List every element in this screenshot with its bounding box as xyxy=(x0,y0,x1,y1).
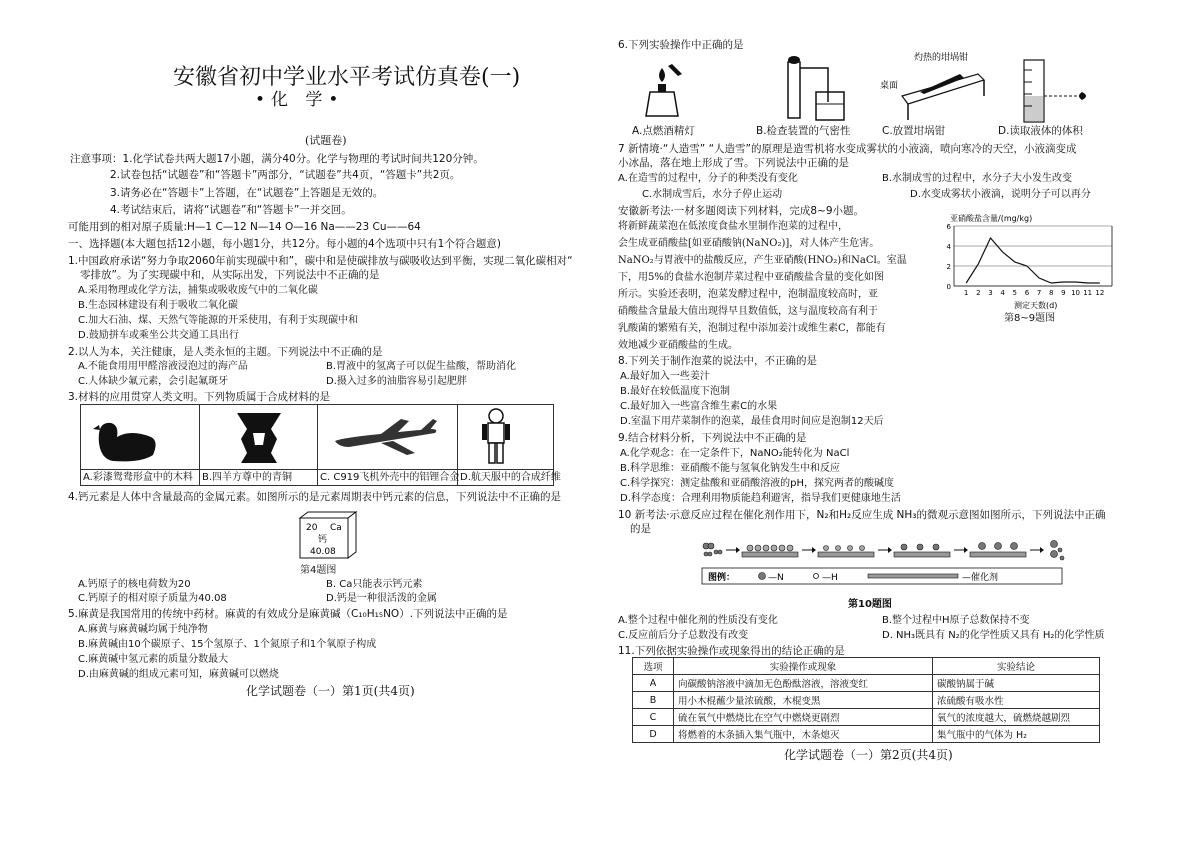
table-cell: 氧气的浓度越大，硫燃烧越剧烈 xyxy=(933,709,1100,726)
page-1-footer: 化学试题卷（一）第1页(共4页) xyxy=(246,684,415,698)
page-2-footer: 化学试题卷（一）第2页(共4页) xyxy=(784,748,953,762)
table-row xyxy=(633,675,1100,692)
passage-line-6: 硝酸盐含量最大值出现得早且数值低，这与温度较高有利于 xyxy=(618,306,878,317)
chart-xtick-label: 8 xyxy=(1048,289,1054,297)
table-row xyxy=(633,692,1100,709)
q7-option-b: B.水制成雪的过程中，水分子大小发生改变 xyxy=(882,173,1073,184)
q3-stem: 3.材料的应用贯穿人类文明。下列物质属于合成材料的是 xyxy=(68,391,331,403)
q5-option-b: B.麻黄碱由10个碳原子、15个氢原子、1个氮原子和1个氧原子构成 xyxy=(78,639,377,650)
legend-catalyst-bar xyxy=(868,574,958,578)
chart-xtick-label: 12 xyxy=(1095,289,1105,297)
q6-stem: 6.下列实验操作中正确的是 xyxy=(618,39,744,51)
q10-stem-1: 10 新考法·示意反应过程在催化剂作用下，N₂和H₂反应生成 NH₃的微观示意图如图所示，下列说法中正确 xyxy=(618,509,1106,521)
q6-table-label: 桌面 xyxy=(880,81,899,91)
q89-caption: 第8~9题图 xyxy=(1004,313,1056,324)
q11-stem: 11.下列依据实验操作或现象得出的结论正确的是 xyxy=(618,645,845,657)
q3-image-table xyxy=(80,404,561,486)
notes-line-3: 3.请务必在“答题卡”上答题，在“试题卷”上答题是无效的。 xyxy=(110,187,384,199)
chart-ytick-label: 0 xyxy=(946,283,951,291)
paper-label: (试题卷) xyxy=(305,134,347,147)
q9-option-d: D.科学态度：合理利用物质能趋利避害，指导我们更健康地生活 xyxy=(620,493,901,504)
subject-title: •化 学• xyxy=(255,90,345,110)
passage-line-2: 会生成亚硝酸盐[如亚硝酸钠(NaNO₂)]，对人体产生危害。 xyxy=(618,238,880,249)
ammonia-reaction-diagram xyxy=(698,538,1118,596)
q4-option-a: A.钙原子的核电荷数为20 xyxy=(78,579,191,590)
passage-line-1: 将新鲜蔬菜泡在低浓度食盐水里制作泡菜的过程中， xyxy=(618,221,848,232)
q3-option-a: A.彩漆鸳鸯形盒中的木料 xyxy=(83,472,193,483)
q6-tongs-label: 灼热的坩埚钳 xyxy=(914,53,969,63)
passage-line-3: NaNO₂与胃液中的盐酸反应，产生亚硝酸(HNO₂)和NaCl。室温 xyxy=(618,255,907,266)
chart-xtick-label: 4 xyxy=(1000,289,1005,297)
q1-option-b: B.生态园林建设有利于吸收二氧化碳 xyxy=(78,300,239,311)
passage-line-7: 乳酸菌的繁殖有关，泡制过程中添加姜汁或维生素C，都能有 xyxy=(618,323,886,334)
c919-airplane-image xyxy=(331,415,441,459)
calcium-element-cell xyxy=(298,510,360,560)
q5-stem: 5.麻黄是我国常用的传统中药材。麻黄的有效成分是麻黄碱（C₁₀H₁₅NO）.下列说法中正确的是 xyxy=(68,608,508,620)
table-cell: B xyxy=(633,692,674,709)
q5-option-c: C.麻黄碱中氢元素的质量分数最大 xyxy=(78,654,229,665)
q9-option-c: C.科学探究：测定盐酸和亚硝酸溶液的pH，探究两者的酸碱度 xyxy=(620,478,895,489)
bronze-zun-image xyxy=(231,409,287,465)
q1-option-a: A.采用物理或化学方法，捕集或吸收废气中的二氧化碳 xyxy=(78,285,318,296)
airtightness-apparatus-image xyxy=(778,52,868,124)
q4-option-b: B. Ca只能表示钙元素 xyxy=(326,579,423,590)
exam-title: 安徽省初中学业水平考试仿真卷(一) xyxy=(173,65,521,90)
chart-xtick-label: 5 xyxy=(1012,289,1018,297)
q4-option-c: C.钙原子的相对原子质量为40.08 xyxy=(78,593,227,604)
table-cell: 向碳酸钠溶液中滴加无色酚酞溶液，溶液变红 xyxy=(674,675,933,692)
chart-ytick-label: 4 xyxy=(946,243,951,251)
q8-option-a: A.最好加入一些姜汁 xyxy=(620,371,710,382)
q7-stem-2: 小冰晶，落在地上形成了雪。下列说法中正确的是 xyxy=(618,157,849,169)
ca-mass: 40.08 xyxy=(310,547,336,557)
q7-option-d: D.水变成雾状小液滴，说明分子可以再分 xyxy=(910,189,1091,200)
chart-title: 亚硝酸盐含量/(mg/kg) xyxy=(950,214,1033,223)
chart-xtick-label: 2 xyxy=(976,289,981,297)
q1-option-c: C.加大石油、煤、天然气等能源的开采使用，有利于实现碳中和 xyxy=(78,315,359,326)
notes-line-1: 注意事项：1.化学试卷共两大题17小题，满分40分。化学与物理的考试时间共120分钟。 xyxy=(70,153,484,165)
chart-xlabel: 测定天数(d) xyxy=(1014,301,1058,310)
q4-option-d: D.钙是一种很活泼的金属 xyxy=(326,593,437,604)
table-head-cell: 选项 xyxy=(633,658,674,675)
q8-option-b: B.最好在较低温度下泡制 xyxy=(620,386,731,397)
q9-option-a: A.化学观念：在一定条件下，NaNO₂能转化为 NaCl xyxy=(620,448,850,459)
passage-line-8: 效地减少亚硝酸盐的生成。 xyxy=(618,340,738,351)
q2-option-a: A.不能食用用甲醛溶液浸泡过的海产品 xyxy=(78,361,248,372)
q3-option-c: C. C919飞机外壳中的铝锂合金 xyxy=(320,472,460,483)
table-head-cell: 实验结论 xyxy=(933,658,1100,675)
q1-option-d: D.鼓励拼车或乘坐公共交通工具出行 xyxy=(78,330,239,341)
lacquer-duck-box-image xyxy=(91,411,161,465)
table-cell: 集气瓶中的气体为 H₂ xyxy=(933,726,1100,743)
q3-option-d: D.航天服中的合成纤维 xyxy=(460,472,561,483)
q6-option-a: A.点燃酒精灯 xyxy=(632,125,695,137)
table-cell: A xyxy=(633,675,674,692)
q2-stem: 2.以人为本，关注健康，是人类永恒的主题。下列说法中不正确的是 xyxy=(68,346,383,358)
alcohol-lamp-image xyxy=(632,60,692,122)
q5-option-a: A.麻黄与麻黄碱均属于纯净物 xyxy=(78,624,208,635)
crucible-tongs-image xyxy=(880,50,990,122)
legend-n-label: —N xyxy=(768,573,784,583)
table-cell: 浓硫酸有吸水性 xyxy=(933,692,1100,709)
chart-xtick-label: 10 xyxy=(1071,289,1080,297)
table-header-row xyxy=(633,658,1100,675)
table-cell: D xyxy=(633,726,674,743)
passage-line-4: 下，用5%的食盐水泡制芹菜过程中亚硝酸盐含量的变化如图 xyxy=(618,272,884,283)
passage-line-5: 所示。实验还表明，泡菜发酵过程中，泡制温度较高时，亚 xyxy=(618,289,878,300)
q8-option-d: D.室温下用芹菜制作的泡菜，最佳食用时间应是泡制12天后 xyxy=(620,416,884,427)
q6-option-b: B.检查装置的气密性 xyxy=(756,125,851,137)
q3-option-b: B.四羊方尊中的青铜 xyxy=(202,472,293,483)
q4-caption: 第4题图 xyxy=(300,565,337,576)
chart-yticks xyxy=(947,223,952,291)
q10-option-d: D. NH₃既具有 N₂的化学性质又具有 H₂的化学性质 xyxy=(882,630,1105,641)
table-cell: C xyxy=(633,709,674,726)
q5-option-d: D.由麻黄碱的组成元素可知，麻黄碱可以燃烧 xyxy=(78,669,279,680)
q4-stem: 4.钙元素是人体中含量最高的金属元素。如图所示的是元素周期表中钙元素的信息，下列说法中不正确的是 xyxy=(68,491,562,503)
chart-xticks xyxy=(964,289,1104,297)
q7-option-c: C.水制成雪后，水分子停止运动 xyxy=(642,189,783,200)
legend-title: 图例： xyxy=(708,573,736,583)
legend-n-atom xyxy=(759,573,766,580)
q9-stem: 9.结合材料分析，下列说法中不正确的是 xyxy=(618,432,807,444)
legend-h-atom xyxy=(814,574,819,579)
table-row xyxy=(633,726,1100,743)
q10-option-b: B.整个过程中H原子总数保持不变 xyxy=(882,615,1030,626)
q1-stem-2: 零排放”。为了实现碳中和，从实际出发，下列说法中不正确的是 xyxy=(80,269,380,281)
legend-h-label: —H xyxy=(822,573,838,583)
chart-grid xyxy=(954,226,1112,286)
table-cell: 将燃着的木条插入集气瓶中，木条熄灭 xyxy=(674,726,933,743)
chart-series-line xyxy=(966,238,1100,283)
q10-option-c: C.反应前后分子总数没有改变 xyxy=(618,630,749,641)
ca-number: 20 xyxy=(306,523,318,533)
chart-ytick-label: 6 xyxy=(946,223,951,231)
ca-name: 钙 xyxy=(318,535,328,545)
q8-option-c: C.最好加入一些富含维生素C的水果 xyxy=(620,401,778,412)
nitrite-chart xyxy=(940,212,1118,312)
reading-intro: 安徽新考法·一材多题阅读下列材料，完成8~9小题。 xyxy=(618,205,864,217)
q7-option-a: A.在造雪的过程中，分子的种类没有变化 xyxy=(618,173,798,184)
q6-option-d: D.读取液体的体积 xyxy=(998,125,1083,137)
table-cell: 碳酸钠属于碱 xyxy=(933,675,1100,692)
table-row xyxy=(633,709,1100,726)
table-cell: 硫在氧气中燃烧比在空气中燃烧更剧烈 xyxy=(674,709,933,726)
q10-stem-2: 的是 xyxy=(630,523,651,535)
graduated-cylinder-image xyxy=(1010,56,1100,124)
q8-stem: 8.下列关于制作泡菜的说法中，不正确的是 xyxy=(618,355,818,367)
table-cell: 用小木棍蘸少量浓硫酸，木棍变黑 xyxy=(674,692,933,709)
atomic-masses: 可能用到的相对原子质量:H—1 C—12 N—14 O—16 Na——23 Cu——64 xyxy=(68,221,421,233)
q2-option-b: B.胃液中的氢离子可以促生盐酸，帮助消化 xyxy=(326,361,517,372)
notes-line-4: 4.考试结束后，请将“试题卷”和“答题卡”一并交回。 xyxy=(110,204,352,216)
chart-axes xyxy=(954,226,1112,286)
spacesuit-image xyxy=(479,407,513,467)
ca-symbol: Ca xyxy=(330,523,342,533)
chart-xtick-label: 7 xyxy=(1036,289,1042,297)
notes-line-2: 2.试卷包括“试题卷”和“答题卡”两部分，“试题卷”共4页，“答题卡”共2页。 xyxy=(110,169,461,181)
q2-option-c: C.人体缺少氟元素，会引起氟斑牙 xyxy=(78,376,229,387)
chart-xtick-label: 3 xyxy=(988,289,993,297)
q7-stem-1: 7 新情境·“人造雪” “人造雪”的原理是造雪机将水变成雾状的小液滴，喷向寒冷的天空，小液滴变成 xyxy=(618,143,1077,155)
chart-xtick-label: 11 xyxy=(1083,289,1093,297)
q2-option-d: D.摄入过多的油脂容易引起肥胖 xyxy=(326,376,467,387)
chart-xtick-label: 1 xyxy=(963,289,969,297)
q6-option-c: C.放置坩埚钳 xyxy=(882,125,946,137)
table-head-cell: 实验操作或现象 xyxy=(674,658,933,675)
q10-caption: 第10题图 xyxy=(848,599,892,610)
q9-option-b: B.科学思维：亚硝酸不能与氢氧化钠发生中和反应 xyxy=(620,463,841,474)
chart-xtick-label: 9 xyxy=(1061,289,1066,297)
legend-catalyst-label: —催化剂 xyxy=(962,573,999,583)
q1-stem-1: 1.中国政府承诺“努力争取2060年前实现碳中和”，碳中和是使碳排放与碳吸收达到平衡，实现二氧化碳相对“ xyxy=(68,255,573,267)
section-heading: 一、选择题(本大题包括12小题，每小题1分，共12分。每小题的4个选项中只有1个符合题意) xyxy=(68,238,501,250)
q10-option-a: A.整个过程中催化剂的性质没有变化 xyxy=(618,615,778,626)
q11-table xyxy=(632,657,1100,743)
chart-xtick-label: 6 xyxy=(1024,289,1030,297)
chart-ytick-label: 2 xyxy=(946,263,951,271)
